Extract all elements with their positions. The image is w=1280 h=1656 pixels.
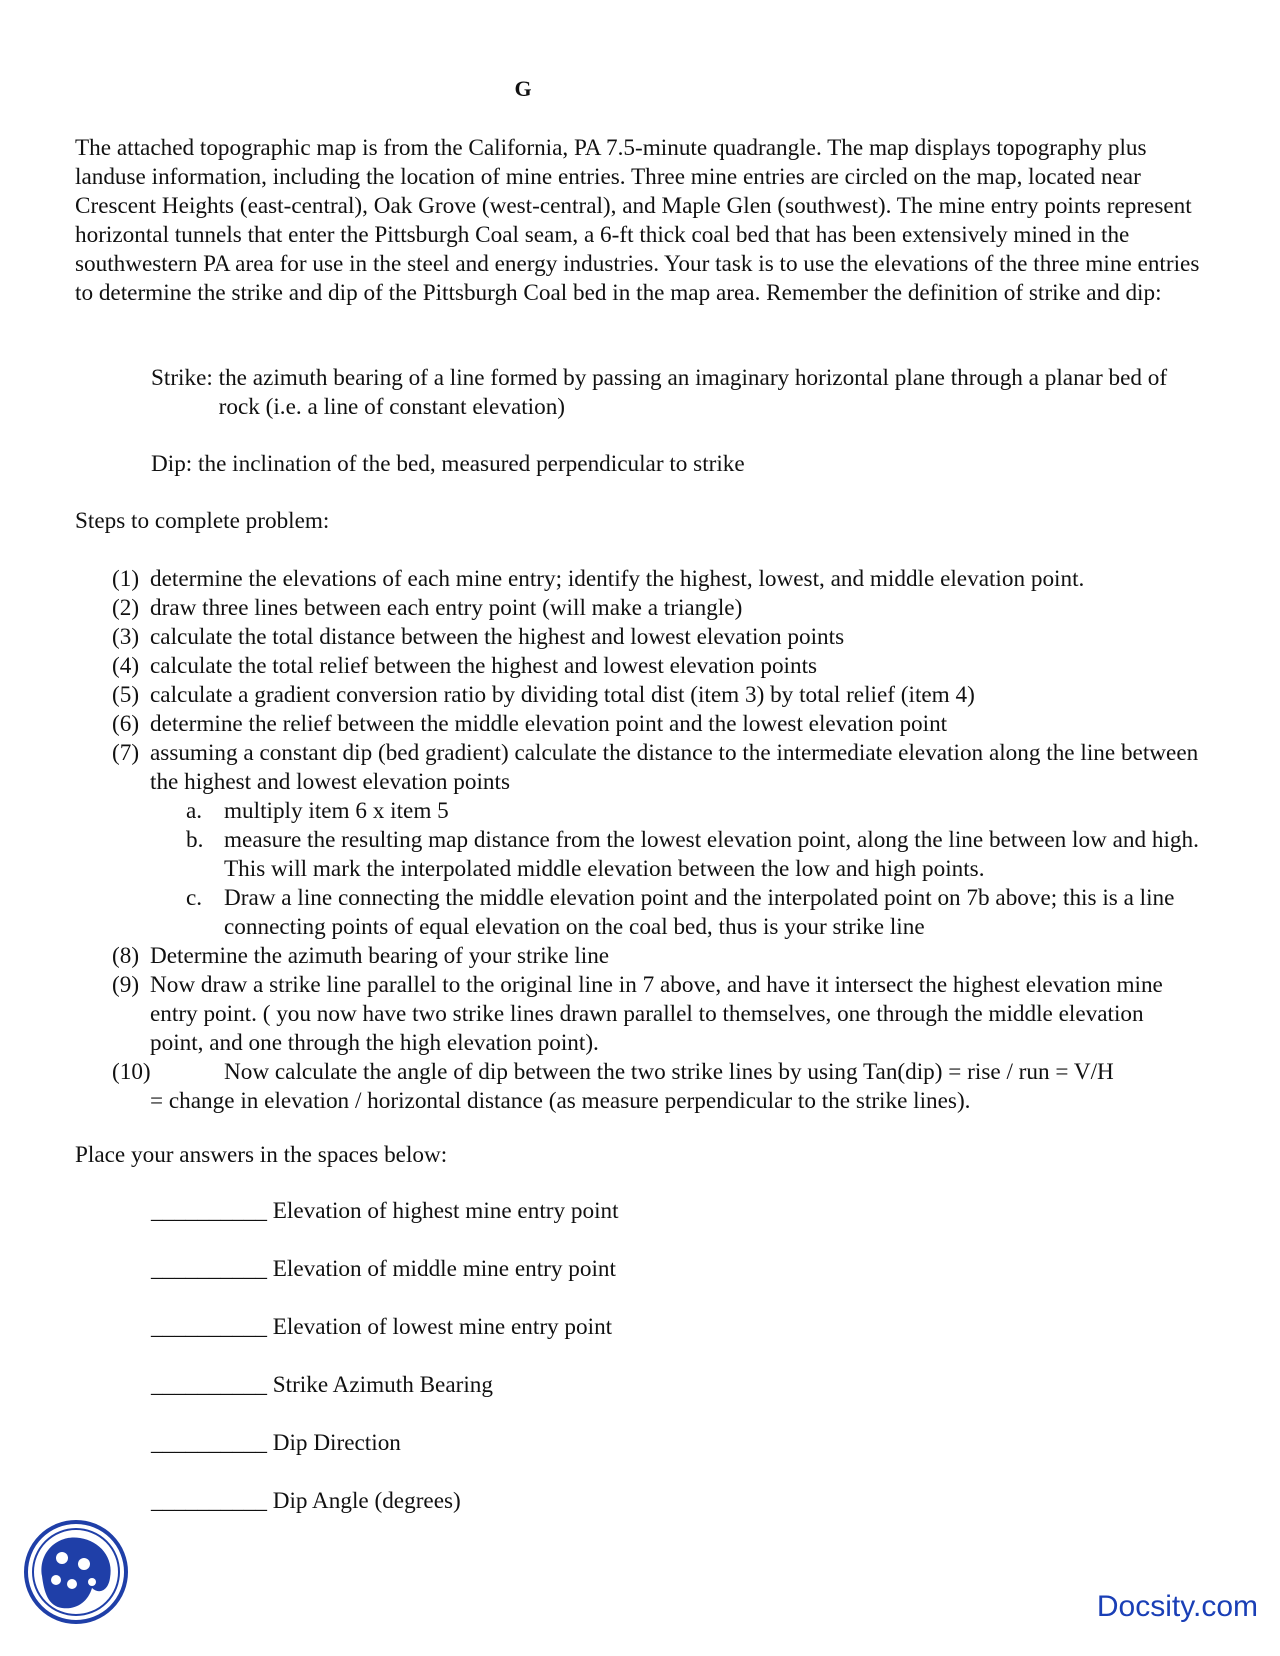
step-7 xyxy=(112,739,1202,797)
answer-label: Strike Azimuth Bearing xyxy=(272,1372,493,1398)
docsity-brand-text[interactable]: Docsity.com xyxy=(1096,1590,1258,1623)
answer-row-middle xyxy=(151,1256,619,1314)
step-text: determine the relief between the middle elevation point and the lowest elevation point xyxy=(150,711,948,737)
dip-definition xyxy=(151,450,1211,479)
substep-text: Draw a line connecting the middle elevation point and the interpolated point on 7b above; this is a line connecting points of equal elevation on the coal bed, thus is your strike line xyxy=(224,885,1175,940)
step-text-continued: = change in elevation / horizontal distance (as measure perpendicular to the strike lines). xyxy=(150,1088,971,1114)
strike-definition xyxy=(151,364,1211,422)
step-2 xyxy=(112,594,1202,623)
step-number: (1) xyxy=(112,566,140,592)
substep-text: multiply item 6 x item 5 xyxy=(224,798,449,824)
answer-blank[interactable]: __________ xyxy=(151,1372,267,1398)
answer-blank[interactable]: __________ xyxy=(151,1488,267,1514)
step-5 xyxy=(112,681,1202,710)
substep-text: measure the resulting map distance from the lowest elevation point, along the line between low and high. This will mark the interpolated middle elevation between the low and high points. xyxy=(224,827,1199,882)
steps-heading: Steps to complete problem: xyxy=(75,508,330,534)
answer-list xyxy=(151,1198,619,1546)
step-number: (7) xyxy=(112,740,140,766)
answers-heading: Place your answers in the spaces below: xyxy=(75,1142,448,1168)
step-text: Now draw a strike line parallel to the original line in 7 above, and have it intersect the highest elevation mine entry point. ( you now have two strike lines drawn parallel to themselves, one through the middle elevation point, and one through the high elevation point). xyxy=(150,972,1163,1056)
step-1 xyxy=(112,565,1202,594)
step-10 xyxy=(112,1058,1202,1116)
answer-blank[interactable]: __________ xyxy=(151,1314,267,1340)
step-text: Now calculate the angle of dip between the two strike lines by using Tan(dip) = rise / run = V/H xyxy=(224,1059,1114,1085)
substep-c xyxy=(150,884,1202,942)
step-6 xyxy=(112,710,1202,739)
step-number: (3) xyxy=(112,624,140,650)
substep-b xyxy=(150,826,1202,884)
step-text: Determine the azimuth bearing of your strike line xyxy=(150,943,610,969)
step-text: draw three lines between each entry point (will make a triangle) xyxy=(150,595,743,621)
answer-label: Dip Angle (degrees) xyxy=(272,1488,461,1514)
step-number: (9) xyxy=(112,972,140,998)
page-title: G xyxy=(514,76,532,101)
answer-label: Dip Direction xyxy=(272,1430,401,1456)
step-text: calculate the total distance between the highest and lowest elevation points xyxy=(150,624,845,650)
answer-row-strike xyxy=(151,1372,619,1430)
dip-text: the inclination of the bed, measured perpendicular to strike xyxy=(198,451,745,477)
strike-term: Strike: xyxy=(151,365,219,391)
step-text: calculate a gradient conversion ratio by dividing total dist (item 3) by total relief (item 4) xyxy=(150,682,975,708)
answer-blank[interactable]: __________ xyxy=(151,1256,267,1282)
step-8 xyxy=(112,942,1202,971)
answer-label: Elevation of middle mine entry point xyxy=(272,1256,616,1282)
answer-label: Elevation of highest mine entry point xyxy=(272,1198,619,1224)
answer-label: Elevation of lowest mine entry point xyxy=(272,1314,613,1340)
substep-letter: a. xyxy=(186,798,203,824)
step-number: (2) xyxy=(112,595,140,621)
step-9 xyxy=(112,971,1202,1058)
steps-list xyxy=(112,565,1202,1116)
step-number: (6) xyxy=(112,711,140,737)
strike-text: the azimuth bearing of a line formed by passing an imaginary horizontal plane through a planar bed of rock (i.e. a line of constant elevation) xyxy=(218,365,1168,420)
step-3 xyxy=(112,623,1202,652)
answer-blank[interactable]: __________ xyxy=(151,1430,267,1456)
step-number: (4) xyxy=(112,653,140,679)
answer-row-highest xyxy=(151,1198,619,1256)
step-7-substeps xyxy=(150,797,1202,942)
answer-row-lowest xyxy=(151,1314,619,1372)
step-text: calculate the total relief between the highest and lowest elevation points xyxy=(150,653,818,679)
substep-letter: c. xyxy=(186,885,203,911)
step-number: (5) xyxy=(112,682,140,708)
docsity-logo-icon xyxy=(22,1518,130,1626)
step-text: assuming a constant dip (bed gradient) calculate the distance to the intermediate elevation along the line between the highest and lowest elevation points xyxy=(150,740,1199,795)
dip-term: Dip: xyxy=(151,451,199,477)
step-number: (10) xyxy=(112,1059,151,1085)
step-4 xyxy=(112,652,1202,681)
substep-letter: b. xyxy=(186,827,204,853)
answer-blank[interactable]: __________ xyxy=(151,1198,267,1224)
step-number: (8) xyxy=(112,943,140,969)
answer-row-dip-angle xyxy=(151,1488,619,1546)
answer-row-dip-direction xyxy=(151,1430,619,1488)
substep-a xyxy=(150,797,1202,826)
step-text: determine the elevations of each mine entry; identify the highest, lowest, and middle elevation point. xyxy=(150,566,1085,592)
intro-paragraph: The attached topographic map is from the California, PA 7.5-minute quadrangle. The map displays topography plus landuse information, including the location of mine entries. Three mine entries are circled on the map, located near Crescent Heights (east-central), Oak Grove (west-central), and Maple Glen (southwest). The mine entry points represent horizontal tunnels that enter the Pittsburgh Coal seam, a 6-ft thick coal bed that has been extensively mined in the southwestern PA area for use in the steel and energy industries. Your task is to use the elevations of the three mine entries to determine the strike and dip of the Pittsburgh Coal bed in the map area. Remember the definition of strike and dip: xyxy=(75,135,1200,306)
